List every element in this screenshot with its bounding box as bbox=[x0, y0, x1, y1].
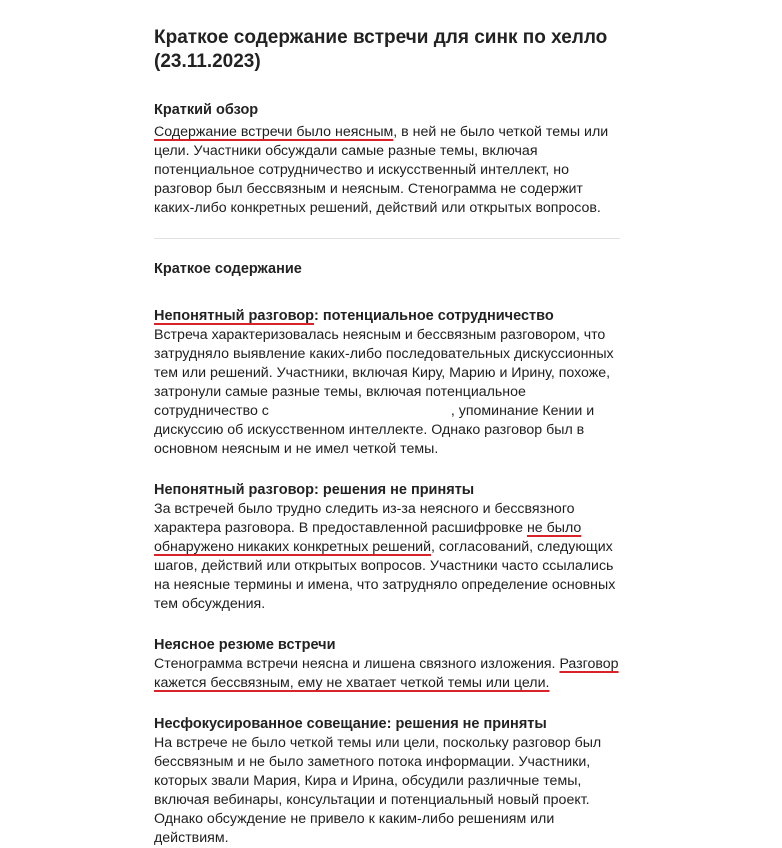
summary-section-1 bbox=[154, 307, 624, 459]
section-2-body bbox=[154, 500, 624, 614]
section-2-body-before: За встречей было трудно следить из-за неясного и бессвязного характера разговора. В предоставленной расшифровке bbox=[154, 501, 575, 536]
summary-section-4 bbox=[154, 715, 624, 848]
section-1-title-highlight: Непонятный разговор bbox=[154, 308, 315, 324]
section-1-body bbox=[154, 326, 624, 459]
document-title bbox=[154, 26, 624, 74]
overview-rest: , в ней не было четкой темы или цели. Участники обсуждали самые разные темы, включая потенциальное сотрудничество и искусственный интеллект, но разговор был бессвязным и неясным. Стенограмма не содержит каких-либо конкретных решений, действий или открытых вопросов. bbox=[154, 124, 609, 216]
section-2-body-after: , согласований, следующих шагов, действий или открытых вопросов. Участники часто ссылались на неясные термины и имена, что затрудняло определение основных тем обсуждения. bbox=[154, 539, 616, 612]
overview-text bbox=[154, 123, 624, 218]
section-2-body-highlight: не было обнаружено никаких конкретных решений bbox=[154, 520, 582, 555]
section-3-body-highlight: Разговор кажется бессвязным, ему не хватает четкой темы или цели. bbox=[154, 656, 619, 691]
section-1-body-after: , упоминание Кении и дискуссию об искусственном интеллекте. Однако разговор был в основном неясным и не имел четкой темы. bbox=[154, 403, 595, 457]
section-3-body bbox=[154, 655, 624, 693]
overview-highlight: Содержание встречи было неясным bbox=[154, 124, 394, 140]
section-3-title: Неясное резюме встречи bbox=[154, 637, 336, 653]
meeting-summary-document bbox=[154, 26, 624, 848]
section-3-body-before: Стенограмма встречи неясна и лишена связного изложения. bbox=[154, 656, 560, 672]
section-1-body-before: Встреча характеризовалась неясным и бессвязным разговором, что затрудняло выявление каких-либо последовательных дискуссионных тем или решений. Участники, включая Киру, Марию и Ирину, похоже, затронули самые разные темы, включая потенциальное сотрудничество с bbox=[154, 327, 614, 419]
divider bbox=[154, 238, 620, 239]
summary-heading: Краткое содержание bbox=[154, 261, 302, 277]
document-title-line1: Краткое содержание встречи для синк по хелло bbox=[154, 27, 608, 48]
overview-heading: Краткий обзор bbox=[154, 102, 259, 118]
section-2-title: Непонятный разговор: решения не приняты bbox=[154, 482, 475, 498]
document-title-date: (23.11.2023) bbox=[154, 51, 261, 72]
section-4-title: Несфокусированное совещание: решения не приняты bbox=[154, 716, 547, 732]
section-4-body: На встрече не было четкой темы или цели, поскольку разговор был бессвязным и не было заметного потока информации. Участники, которых звали Мария, Кира и Ирина, обсудили различные темы, включая вебинары, консультации и потенциальный новый проект. Однако обсуждение не привело к каким-либо решениям или действиям. bbox=[154, 735, 602, 846]
redacted-text bbox=[273, 405, 451, 417]
summary-section-3 bbox=[154, 636, 624, 693]
summary-section-2 bbox=[154, 481, 624, 614]
section-1-title-rest: : потенциальное сотрудничество bbox=[314, 308, 554, 324]
section-1-title bbox=[154, 307, 624, 326]
